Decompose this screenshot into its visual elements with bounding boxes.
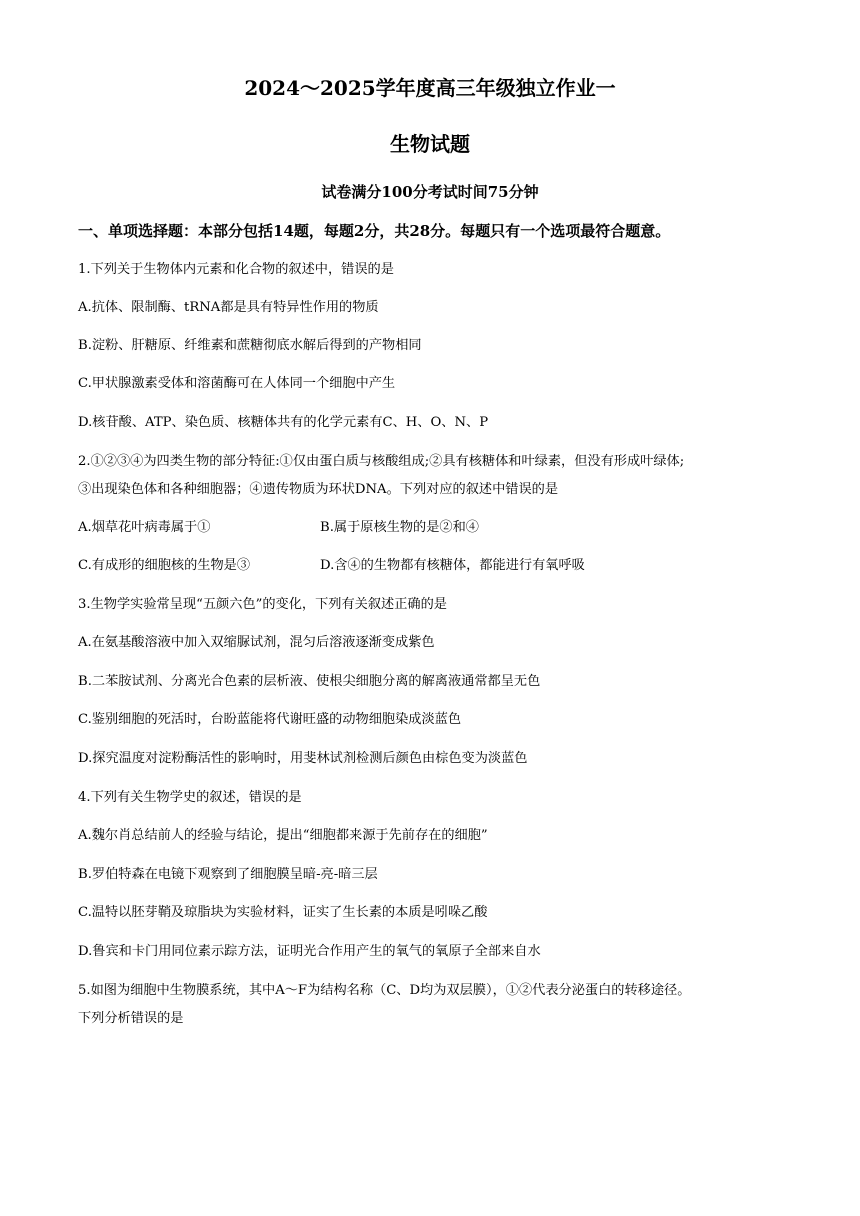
question-2-stem-line-1: 2.①②③④为四类生物的部分特征:①仅由蛋白质与核酸组成;②具有核糖体和叶绿素，但没有形成叶绿体;	[78, 454, 685, 469]
question-2-option-a: A.烟草花叶病毒属于①	[78, 520, 211, 535]
question-1-option-b: B.淀粉、肝糖原、纤维素和蔗糖彻底水解后得到的产物相同	[78, 338, 422, 353]
question-3-option-d: D.探究温度对淀粉酶活性的影响时，用斐林试剂检测后颜色由棕色变为淡蓝色	[78, 751, 528, 766]
question-4-option-d: D.鲁宾和卡门用同位素示踪方法，证明光合作用产生的氧气的氧原子全部来自水	[78, 944, 541, 959]
subject-title: 生物试题	[390, 132, 470, 156]
question-3-option-a: A.在氨基酸溶液中加入双缩脲试剂，混匀后溶液逐渐变成紫色	[78, 635, 435, 650]
question-3-stem: 3.生物学实验常呈现“五颜六色”的变化，下列有关叙述正确的是	[78, 597, 447, 612]
question-1-option-d: D.核苷酸、ATP、染色质、核糖体共有的化学元素有C、H、O、N、P	[78, 415, 489, 430]
question-3-option-c: C.鉴别细胞的死活时，台盼蓝能将代谢旺盛的动物细胞染成淡蓝色	[78, 712, 462, 727]
question-2-option-c: C.有成形的细胞核的生物是③	[78, 558, 251, 573]
question-1-stem: 1.下列关于生物体内元素和化合物的叙述中，错误的是	[78, 262, 394, 277]
question-1-option-c: C.甲状腺激素受体和溶菌酶可在人体同一个细胞中产生	[78, 376, 396, 391]
question-2-option-b: B.属于原核生物的是②和④	[320, 520, 479, 535]
question-1-option-a: A.抗体、限制酶、tRNA都是具有特异性作用的物质	[78, 300, 379, 315]
question-4-stem: 4.下列有关生物学史的叙述，错误的是	[78, 790, 302, 805]
question-4-option-a: A.魏尔肖总结前人的经验与结论，提出“细胞都来源于先前存在的细胞”	[78, 828, 488, 843]
question-2-option-d: D.含④的生物都有核糖体，都能进行有氧呼吸	[320, 558, 585, 573]
question-5-stem-line-1: 5.如图为细胞中生物膜系统，其中A～F为结构名称（C、D均为双层膜），①②代表分泌蛋白的转移途径。	[78, 983, 691, 998]
question-5-stem-line-2: 下列分析错误的是	[78, 1011, 184, 1026]
question-4-option-c: C.温特以胚芽鞘及琼脂块为实验材料，证实了生长素的本质是吲哚乙酸	[78, 905, 488, 920]
question-3-option-b: B.二苯胺试剂、分离光合色素的层析液、使根尖细胞分离的解离液通常都呈无色	[78, 674, 541, 689]
exam-info: 试卷满分100分考试时间75分钟	[321, 183, 539, 201]
section-heading: 一、单项选择题：本部分包括14题，每题2分，共28分。每题只有一个选项最符合题意。	[78, 222, 671, 240]
question-4-option-b: B.罗伯特森在电镜下观察到了细胞膜呈暗-亮-暗三层	[78, 867, 378, 882]
question-2-stem-line-2: ③出现染色体和各种细胞器；④遗传物质为环状DNA。下列对应的叙述中错误的是	[78, 482, 559, 497]
document-title: 2024～2025学年度高三年级独立作业一	[244, 76, 616, 100]
